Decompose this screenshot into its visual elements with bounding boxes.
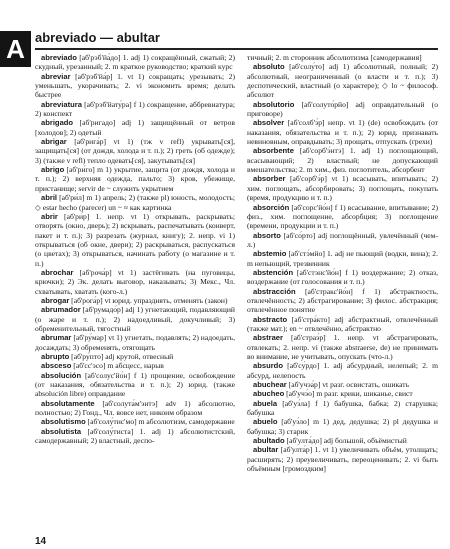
- dictionary-entry: [35, 333, 235, 352]
- entry-headword: abultado: [253, 436, 285, 446]
- entry-definition: [аб'уэ́ло] m 1) дед, дедушка; 2) pl дедушка и бабушка; 3) старик: [247, 417, 438, 436]
- entry-headword: abrir: [41, 211, 58, 221]
- dictionary-entry: [247, 100, 438, 119]
- entry-definition: [аб'стра́кто] adj абстрактный, отвлечённый (также мат.); en ~ отвлечённо, абстрактно: [247, 314, 438, 333]
- entry-headword: abuela: [253, 398, 278, 408]
- entry-headword: absorto: [253, 230, 281, 240]
- dictionary-entry: [247, 389, 438, 398]
- entry-headword: absolutismo: [41, 417, 86, 427]
- entry-definition: [аб'сорс'йо́н] f 1) всасывание, впитывание; 2) физ., хим. поглощение, абсорбция; 3) поглощение (времени, продукции и т. п.): [247, 202, 438, 231]
- dictionary-entry: [35, 100, 235, 119]
- entry-definition: [аб'стэнс'йо́н] f 1) воздержание; 2) отказ, воздержание (от голосования и т. п.): [247, 267, 438, 287]
- entry-headword: abrumar: [41, 333, 72, 343]
- entry-definition: [аб'стэ́мйо] 1. adj не пьющий (водки, вина); 2. m непьющий, трезвенник: [247, 249, 438, 268]
- dictionary-entry: [35, 371, 235, 399]
- dictionary-entry: [247, 287, 438, 315]
- entry-definition: [аб'солу́тиста] 1. adj 1) абсолютистский, самодержавный; 2) властный, деспо-: [35, 426, 235, 446]
- entry-definition: [аб'рэб'йа́до] 1. adj 1) сокращённый, сжатый; 2) скудный, урезанный; 2. m краткое руководство; краткий курс: [35, 53, 235, 72]
- entry-definition: [аб'рэб'йа́р] 1. vt 1) сокращать; урезывать; 2) уменьшать, укорачивать; 2. vi экономить время; делать быстрее: [35, 71, 235, 100]
- dictionary-entry: [247, 445, 438, 473]
- entry-headword: abreviar: [41, 71, 71, 81]
- dictionary-entry: [35, 399, 235, 418]
- entry-headword: absorber: [253, 174, 286, 184]
- entry-definition: тичный; 2. m сторонник абсолютизма [самодержавия]: [247, 53, 422, 62]
- entry-definition: [аб'учэ́о] m разг. крики, шиканье, свист: [284, 389, 413, 399]
- entry-definition: [аб'солус'йо́н] f 1) прощение, освобождение (от наказания, обязательства и т. п.); 2) юрид. (также absolución libre) оправдание: [35, 370, 235, 399]
- dictionary-entry: [247, 333, 438, 361]
- entry-headword: abrigado: [41, 118, 74, 128]
- dictionary-entry: [247, 174, 438, 202]
- entry-definition: [аб'уэ́ла] f 1) бабушка, бабка; 2) старушка; бабушка: [247, 398, 438, 418]
- dictionary-entry: [35, 118, 235, 137]
- entry-headword: abrigar: [41, 137, 67, 147]
- entry-headword: absolutamente: [41, 398, 95, 408]
- entry-definition: [аб'сс'эсо] m абсцесс, нарыв: [71, 361, 164, 371]
- dictionary-entry: [247, 53, 438, 62]
- entry-headword: abstraer: [253, 333, 283, 343]
- entry-definition: [аб'солу́то] adj 1) абсолютный, полный; 2) абсолютный, неограниченный (о власти и т. п.); 3) деспотический, властный (о характере); ◇ lo ~ философ. абсолют: [247, 62, 438, 100]
- entry-definition: [аб'роча́р] vt 1) застёгивать (на пуговицы, крючки); 2) Эк. делать выговор, наказывать; 3) Мекс., Чл. схватывать, хватать (кого-л.): [35, 267, 235, 296]
- entry-headword: abuelo: [253, 417, 278, 427]
- dictionary-entry: [247, 146, 438, 174]
- entry-headword: abrigo: [41, 165, 65, 175]
- dictionary-entry: [247, 315, 438, 334]
- dictionary-entry: [35, 72, 235, 100]
- dictionary-entry: [35, 212, 235, 268]
- dictionary-entry: [35, 137, 235, 165]
- dictionary-entry: [35, 361, 235, 370]
- entry-headword: absurdo: [253, 361, 283, 371]
- dictionary-entry: [247, 399, 438, 418]
- entry-definition: [аб'стракс'йо́н] f 1) абстрактность, отвлечённость; 2) абстрагирование; 3) филос. абстракция; отвлечённое понятие: [247, 286, 438, 315]
- entry-definition: [аб'страэ́р] 1. непр. vt абстрагировать, отвлекать; 2. непр. vi (также abstraerse, de) не принимать во внимание, не учитывать, опускать (что-л.): [247, 333, 438, 361]
- dictionary-entry: [247, 361, 438, 380]
- dictionary-entry: [247, 62, 438, 99]
- entry-definition: [аб'ри́го] m 1) укрытие, защита (от дождя, холода и т. п.); 2) верхняя одежда, пальто; 3) кров, убежище, пристанище; servir de ~ служить укрытием: [35, 165, 235, 193]
- entry-definition: [аб'румадо́р] adj 1) угнетающий, подавляющий (о жаре и т. п.); 2) надоедливый, докучливый; 3) обременительный, тягостный: [35, 305, 235, 333]
- entry-headword: absolver: [253, 118, 285, 128]
- entry-definition: [аб'солута́м'энтэ] adv 1) абсолютно, полностью; 2) Гонд., Чл. вовсе нет, никоим образом: [35, 398, 235, 418]
- entry-definition: [аб'со́рто] adj поглощённый, увлечённый (чем-л.): [247, 230, 438, 249]
- left-column: [35, 53, 235, 533]
- dictionary-entry: [35, 53, 235, 72]
- entry-headword: abreviado: [41, 53, 77, 62]
- entry-headword: absolución: [41, 370, 82, 380]
- entry-definition: [аб'рэб'йату́ра] f 1) сокращение, аббревиатура; 2) конспект: [35, 99, 235, 119]
- dictionary-entry: [35, 165, 235, 193]
- entry-headword: abrochar: [41, 267, 74, 277]
- entry-definition: [аб'ри́л] m 1) апрель; 2) (также pl) юность, молодость; ◇ estar hecho (parecer) un ~ ≈ как картинка: [35, 193, 235, 212]
- entry-headword: abrumador: [41, 305, 81, 315]
- dictionary-entry: [35, 352, 235, 361]
- entry-definition: [аб'ри́р] 1. непр. vt 1) открывать, раскрывать; отворять (окно, дверь); 2) вскрывать, распечатывать (конверт, пакет и т. п.); 3) разрезать (журнал, книгу); 2. непр. vi 1) открываться (об окне, двери); 2) раскрываться, распускаться (о цветах); 3) открываться, начинать работу (о магазине и т. п.): [35, 211, 235, 268]
- entry-definition: [аб'сорб'э́р] vt 1) всасывать, впитывать; 2) хим. поглощать, абсорбировать; 3) поглощать, покупать (время, продукцию и т. п.): [247, 174, 438, 203]
- section-letter-tab: A: [0, 31, 31, 67]
- dictionary-entry: [247, 231, 438, 250]
- dictionary-entry: [35, 296, 235, 305]
- entry-definition: [аб'рога́р] vt юрид. упразднять, отменять (закон): [69, 295, 228, 305]
- entry-definition: [аб'солуто́рйо] adj оправдательный (о приговоре): [247, 99, 438, 119]
- dictionary-entry: [247, 380, 438, 389]
- dictionary-entry: [247, 417, 438, 436]
- entry-definition: [аб'рига́р] vt 1) (тж v refl) укрывать[ся], защищать[ся] (от дождя, холода и т. п.); 2) греть (об одежде); 3) (также v refl) тепло одевать[ся], закутывать[ся]: [35, 137, 235, 165]
- dictionary-entry: [247, 249, 438, 268]
- entry-headword: absoluto: [253, 62, 285, 72]
- right-column: [247, 53, 438, 533]
- entry-headword: absolutorio: [253, 99, 295, 109]
- page-number: 14: [35, 536, 47, 547]
- entry-headword: absolutista: [41, 426, 82, 436]
- entry-headword: absorción: [253, 202, 290, 212]
- entry-definition: [аб'ру́мар] vt 1) угнетать, подавлять; 2) надоедать, досаждать; 3) обременять, отягощать: [35, 333, 235, 352]
- dictionary-entry: [35, 417, 235, 426]
- dictionary-entry: [247, 268, 438, 287]
- entry-headword: absceso: [41, 361, 72, 371]
- entry-definition: [аб'солу́тис'мо] m абсолютизм, самодержавие: [85, 417, 235, 427]
- entry-headword: abreviatura: [41, 99, 82, 109]
- dictionary-entry: [35, 305, 235, 333]
- dictionary-entry: [35, 193, 235, 212]
- entry-headword: abrogar: [41, 295, 70, 305]
- dictionary-entry: [247, 118, 438, 146]
- dictionary-entry: [247, 203, 438, 231]
- entry-headword: abstracción: [253, 286, 296, 296]
- entry-headword: abstención: [253, 267, 294, 277]
- entry-definition: [аб'солб'э́р] непр. vt 1) (de) освобождать (от наказания, обязательства и т. п.); 2) юрид. признавать невиновным, оправдывать; 3) прощать, отпускать (грехи): [247, 118, 438, 147]
- entry-definition: [аб'улта́до] adj большой, объёмистый: [284, 436, 407, 446]
- entry-headword: abstemio: [253, 249, 287, 259]
- entry-headword: abucheo: [253, 389, 285, 399]
- entry-headword: abuchear: [253, 380, 287, 390]
- entry-headword: abstracto: [253, 314, 288, 324]
- dictionary-entry: [35, 268, 235, 296]
- entry-definition: [аб'улта́р] 1. vt 1) увеличивать объём, утолщать; расширять; 2) преувеличивать, переоценивать; 2. vi быть объёмным [громоздким]: [247, 445, 438, 474]
- entry-definition: [аб'су́рдо] 1. adj абсурдный, нелепый; 2. m абсурд, нелепость: [247, 361, 438, 380]
- entry-definition: [аб'ригадо] adj 1) защищённый от ветров [холодов]; 2) одетый: [35, 118, 235, 137]
- running-head-title: abreviado — abultar: [35, 30, 160, 45]
- entry-headword: abrupto: [41, 352, 70, 361]
- entry-definition: [аб'сорб'э́нтэ] 1. adj 1) поглощающий, всасывающий; 2) властный; не допускающий вмешательства; 2. m хим., физ. поглотитель, абсорбент: [247, 146, 438, 175]
- entry-definition: [аб'учэа́р] vt разг. освистать, ошикать: [286, 380, 410, 390]
- entry-headword: abril: [41, 193, 58, 203]
- dictionary-entry: [35, 427, 235, 446]
- running-head: [35, 30, 438, 50]
- entry-headword: abultar: [253, 445, 279, 455]
- entry-definition: [аб'ру́пто] adj крутой, отвесный: [69, 352, 174, 361]
- entry-headword: absorbente: [253, 146, 294, 156]
